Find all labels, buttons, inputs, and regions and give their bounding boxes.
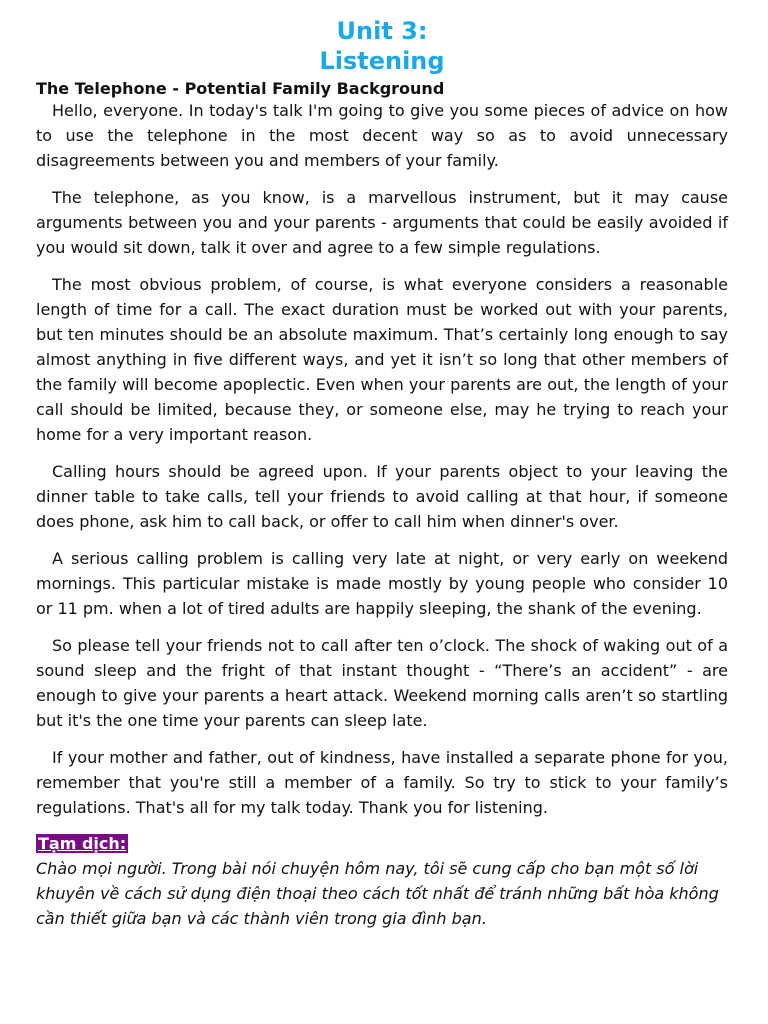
paragraph-1: Hello, everyone. In today's talk I'm going to give you some pieces of advice on how to use the telephone in the most decent way so as to avoid unnecessary disagreements between you and members of your family. <box>36 101 728 170</box>
translation-label: Tạm dịch: <box>38 834 127 853</box>
paragraph-5: A serious calling problem is calling very late at night, or very early on weekend mornings. This particular mistake is made mostly by young people who consider 10 or 11 pm. when a lot of tired adults are happily sleeping, the shank of the evening. <box>36 549 728 618</box>
unit-heading: Unit 3: <box>336 17 428 45</box>
translation-text: Chào mọi người. Trong bài nói chuyện hôm nay, tôi sẽ cung cấp cho bạn một số lời khuyên về cách sử dụng điện thoại theo cách tốt nhất để tránh những bất hòa không cần thiết giữa bạn và các thành viên trong gia đình bạn. <box>36 859 719 928</box>
document-page <box>36 16 728 931</box>
paragraph-2: The telephone, as you know, is a marvellous instrument, but it may cause arguments between you and your parents - arguments that could be easily avoided if you would sit down, talk it over and agree to a few simple regulations. <box>36 188 728 257</box>
paragraph-3: The most obvious problem, of course, is what everyone considers a reasonable length of time for a call. The exact duration must be worked out with your parents, but ten minutes should be an absolute maximum. That’s certainly long enough to say almost anything in five different ways, and yet it isn’t so long that other members of the family will become apoplectic. Even when your parents are out, the length of your call should be limited, because they, or someone else, may he trying to reach your home for a very important reason. <box>36 275 728 444</box>
paragraph-4: Calling hours should be agreed upon. If your parents object to your leaving the dinner table to take calls, tell your friends to avoid calling at that hour, if someone does phone, ask him to call back, or offer to call him when dinner's over. <box>36 462 728 531</box>
paragraph-6: So please tell your friends not to call after ten o’clock. The shock of waking out of a sound sleep and the fright of that instant thought - “There’s an accident” - are enough to give your parents a heart attack. Weekend morning calls aren’t so startling but it's the one time your parents can sleep late. <box>36 636 728 730</box>
section-title: The Telephone - Potential Family Background <box>36 79 445 98</box>
translation-label-row <box>36 832 728 856</box>
topic-heading: Listening <box>319 47 445 75</box>
paragraph-7: If your mother and father, out of kindness, have installed a separate phone for you, remember that you're still a member of a family. So try to stick to your family’s regulations. That's all for my talk today. Thank you for listening. <box>36 748 728 817</box>
